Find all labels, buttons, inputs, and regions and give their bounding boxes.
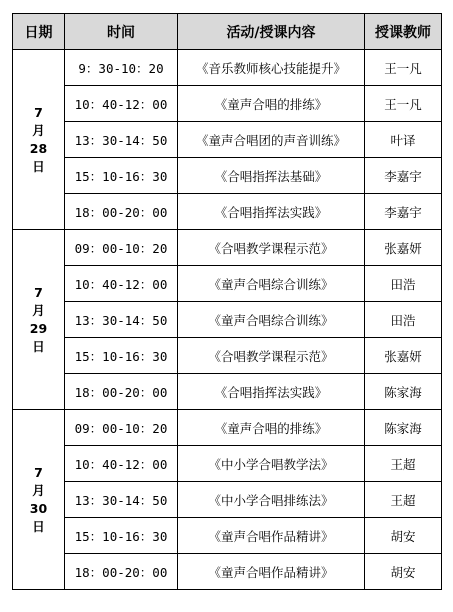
- session-activity: 《音乐教师核心技能提升》: [178, 50, 365, 86]
- session-teacher: 田浩: [365, 266, 442, 302]
- table-row: [13, 302, 442, 338]
- session-activity: 《合唱教学课程示范》: [178, 230, 365, 266]
- schedule-table: [12, 13, 442, 590]
- date-day-char: 日: [32, 158, 45, 174]
- session-time: 15：10-16：30: [65, 158, 178, 194]
- table-row: [13, 122, 442, 158]
- session-teacher: 胡安: [365, 554, 442, 590]
- header-teacher: 授课教师: [365, 14, 442, 50]
- session-activity: 《童声合唱团的声音训练》: [178, 122, 365, 158]
- date-cell-day-30: [13, 410, 65, 590]
- table-row: [13, 50, 442, 86]
- date-month-char: 月: [32, 482, 45, 498]
- table-row: [13, 266, 442, 302]
- session-activity: 《中小学合唱教学法》: [178, 446, 365, 482]
- session-activity: 《童声合唱作品精讲》: [178, 518, 365, 554]
- date-month-char: 月: [32, 302, 45, 318]
- session-teacher: 田浩: [365, 302, 442, 338]
- session-teacher: 张嘉妍: [365, 338, 442, 374]
- date-cell-day-29: [13, 230, 65, 410]
- session-teacher: 王一凡: [365, 50, 442, 86]
- session-activity: 《合唱指挥法实践》: [178, 194, 365, 230]
- session-teacher: 李嘉宇: [365, 194, 442, 230]
- date-day: 29: [29, 320, 48, 336]
- table-row: [13, 554, 442, 590]
- table-row: [13, 518, 442, 554]
- date-cell-day-28: [13, 50, 65, 230]
- date-day-char: 日: [32, 338, 45, 354]
- date-day: 30: [29, 500, 48, 516]
- session-teacher: 叶译: [365, 122, 442, 158]
- header-date: 日期: [13, 14, 65, 50]
- session-time: 10：40-12：00: [65, 446, 178, 482]
- date-day: 28: [29, 140, 48, 156]
- session-time: 13：30-14：50: [65, 482, 178, 518]
- session-activity: 《童声合唱作品精讲》: [178, 554, 365, 590]
- header-row: [13, 14, 442, 50]
- session-time: 15：10-16：30: [65, 518, 178, 554]
- session-activity: 《童声合唱的排练》: [178, 410, 365, 446]
- date-day-char: 日: [32, 518, 45, 534]
- session-teacher: 陈家海: [365, 410, 442, 446]
- session-time: 09：00-10：20: [65, 230, 178, 266]
- date-month: 7: [34, 104, 43, 120]
- date-month: 7: [34, 464, 43, 480]
- session-time: 15：10-16：30: [65, 338, 178, 374]
- session-time: 13：30-14：50: [65, 122, 178, 158]
- session-teacher: 李嘉宇: [365, 158, 442, 194]
- header-time: 时间: [65, 14, 178, 50]
- table-row: [13, 338, 442, 374]
- session-activity: 《合唱指挥法实践》: [178, 374, 365, 410]
- session-activity: 《中小学合唱排练法》: [178, 482, 365, 518]
- session-teacher: 陈家海: [365, 374, 442, 410]
- session-activity: 《童声合唱的排练》: [178, 86, 365, 122]
- table-row: [13, 410, 442, 446]
- session-activity: 《童声合唱综合训练》: [178, 302, 365, 338]
- table-row: [13, 158, 442, 194]
- session-time: 18：00-20：00: [65, 194, 178, 230]
- table-row: [13, 230, 442, 266]
- session-time: 10：40-12：00: [65, 86, 178, 122]
- table-row: [13, 374, 442, 410]
- session-teacher: 胡安: [365, 518, 442, 554]
- session-teacher: 张嘉妍: [365, 230, 442, 266]
- session-teacher: 王超: [365, 482, 442, 518]
- table-row: [13, 482, 442, 518]
- date-month: 7: [34, 284, 43, 300]
- session-time: 18：00-20：00: [65, 374, 178, 410]
- table-row: [13, 446, 442, 482]
- session-activity: 《童声合唱综合训练》: [178, 266, 365, 302]
- session-activity: 《合唱指挥法基础》: [178, 158, 365, 194]
- session-time: 10：40-12：00: [65, 266, 178, 302]
- session-time: 13：30-14：50: [65, 302, 178, 338]
- session-time: 9：30-10：20: [65, 50, 178, 86]
- table-row: [13, 86, 442, 122]
- session-time: 09：00-10：20: [65, 410, 178, 446]
- session-time: 18：00-20：00: [65, 554, 178, 590]
- session-teacher: 王一凡: [365, 86, 442, 122]
- session-teacher: 王超: [365, 446, 442, 482]
- session-activity: 《合唱教学课程示范》: [178, 338, 365, 374]
- table-row: [13, 194, 442, 230]
- header-activity: 活动/授课内容: [178, 14, 365, 50]
- date-month-char: 月: [32, 122, 45, 138]
